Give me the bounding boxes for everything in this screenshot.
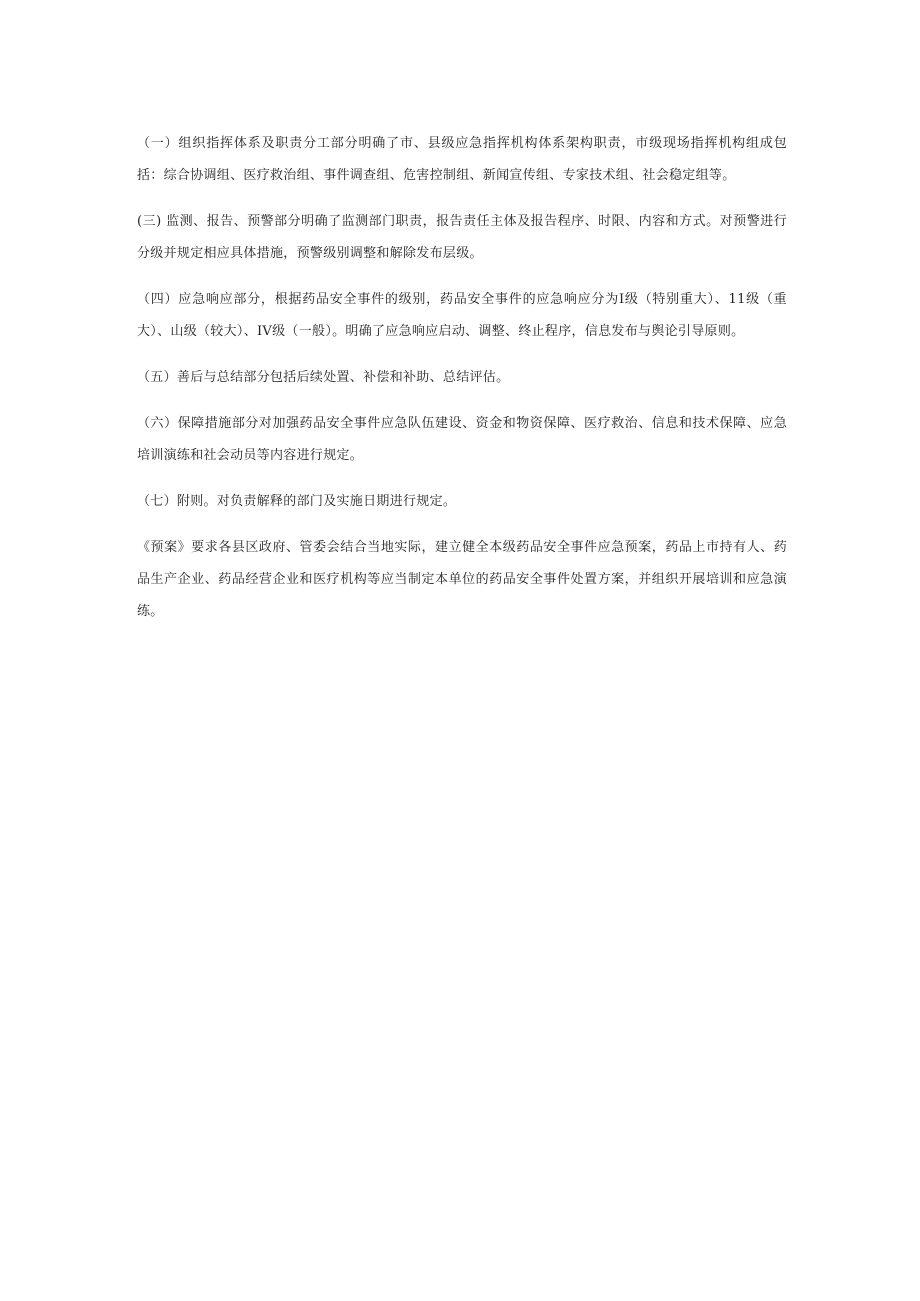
paragraph-aftermath-summary: （五）善后与总结部分包括后续处置、补偿和补助、总结评估。 — [137, 370, 510, 385]
paragraph-plan-requirements: 《预案》要求各县区政府、管委会结合当地实际，建立健全本级药品安全事件应急预案，药品上市持有人、药品生产企业、药品经营企业和医疗机构等应当制定本单位的药品安全事件处置方案，并组织开展培训和应急演练。 — [137, 540, 787, 619]
paragraph-safeguard-measures: （六）保障措施部分对加强药品安全事件应急队伍建设、资金和物资保障、医疗救治、信息和技术保障、应急培训演练和社会动员等内容进行规定。 — [137, 416, 787, 463]
paragraph-supplementary-provisions: （七）附则。对负责解释的部门及实施日期进行规定。 — [137, 494, 457, 509]
paragraph-emergency-response: （四）应急响应部分，根据药品安全事件的级别，药品安全事件的应急响应分为I级（特别重大）、11级（重大）、山级（较大）、IV级（一般）。明确了应急响应启动、调整、终止程序，信息发布与舆论引导原则。 — [137, 292, 787, 339]
paragraph-monitoring-warning: (三) 监测、报告、预警部分明确了监测部门职责，报告责任主体及报告程序、时限、内容和方式。对预警进行分级并规定相应具体措施，预警级别调整和解除发布层级。 — [137, 214, 787, 261]
document-body — [137, 128, 787, 642]
paragraph-command-system: （一）组织指挥体系及职责分工部分明确了市、县级应急指挥机构体系架构职责，市级现场指挥机构组成包括：综合协调组、医疗救治组、事件调查组、危害控制组、新闻宣传组、专家技术组、社会稳定组等。 — [137, 136, 787, 183]
